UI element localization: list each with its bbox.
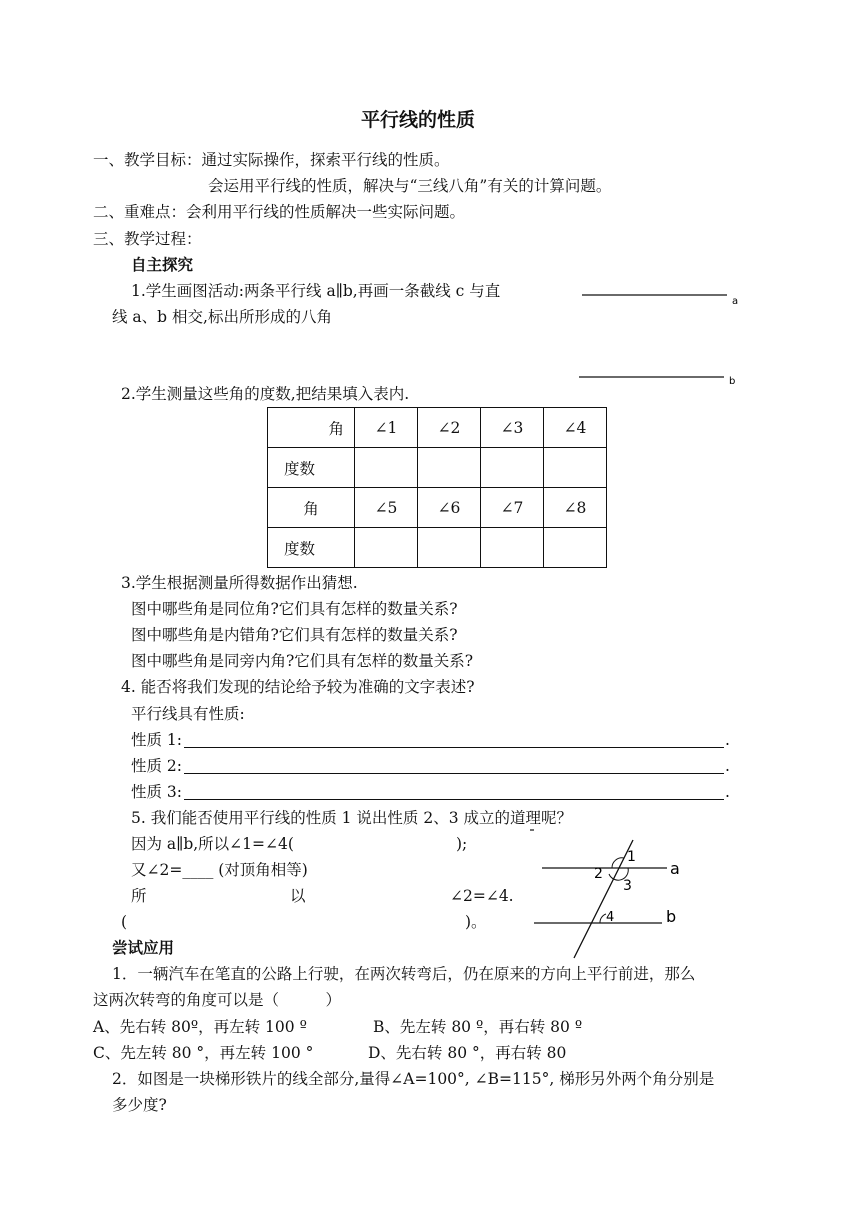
option-a[interactable]: A、先右转 80º，再左转 100 º [93, 1018, 307, 1036]
reason-line-4-open: ( [121, 913, 128, 931]
option-b[interactable]: B、先左转 80 º，再右转 80 º [373, 1018, 583, 1036]
exercise-1-cont: 这两次转弯的角度可以是（ ） [93, 991, 342, 1009]
angle-label-1: 1 [627, 849, 636, 865]
table-row [268, 448, 607, 488]
table-cell: ∠4 [544, 408, 607, 448]
table-cell: ∠7 [481, 488, 544, 528]
exercise-2: 2．如图是一块梯形铁片的线全部分,量得∠A=100°, ∠B=115°, 梯形另外两个角分别是 [112, 1070, 715, 1088]
table-cell-input[interactable] [355, 528, 418, 568]
property-3-label: 性质 3: [131, 783, 183, 801]
table-cell: ∠1 [355, 408, 418, 448]
line-label-a: a [732, 296, 739, 307]
period: . [725, 731, 730, 749]
table-cell-input[interactable] [544, 528, 607, 568]
table-cell: 度数 [268, 448, 355, 488]
option-c[interactable]: C、先左转 80 °，再左转 100 ° [93, 1044, 314, 1062]
line-label-b: b [729, 376, 736, 387]
exercise-2-cont: 多少度? [112, 1096, 167, 1114]
parallel-lines-figure [570, 285, 750, 395]
table-row [268, 528, 607, 568]
table-row [268, 408, 607, 448]
question-corresponding: 图中哪些角是同位角?它们具有怎样的数量关系? [131, 600, 458, 618]
angle-label-2: 2 [594, 866, 603, 882]
property-intro: 平行线具有性质: [131, 705, 245, 723]
question-same-side: 图中哪些角是同旁内角?它们具有怎样的数量关系? [131, 652, 474, 670]
table-cell: ∠5 [355, 488, 418, 528]
angle-label-4: 4 [606, 910, 615, 925]
reason-line-3-b: 以 [290, 887, 306, 905]
line-label-b: b [666, 907, 677, 926]
activity-2: 2.学生测量这些角的度数,把结果填入表内. [121, 385, 410, 403]
property-1-answer-line[interactable] [184, 747, 724, 748]
property-2-label: 性质 2: [131, 757, 183, 775]
table-cell: ∠6 [418, 488, 481, 528]
teaching-goal-2: 会运用平行线的性质，解决与“三线八角”有关的计算问题。 [208, 177, 612, 195]
teaching-process: 三、教学过程： [93, 230, 202, 248]
period: . [725, 783, 730, 801]
transversal-figure [520, 828, 710, 968]
reason-line-2: 又∠2=____ (对顶角相等) [131, 861, 308, 879]
table-cell-input[interactable] [481, 528, 544, 568]
reason-line-1: 因为 a∥b,所以∠1=∠4( [131, 835, 294, 853]
activity-4: 4. 能否将我们发现的结论给予较为准确的文字表述? [121, 678, 475, 696]
table-cell: 角 [268, 488, 355, 528]
property-2-answer-line[interactable] [184, 773, 724, 774]
exercise-1: 1．一辆汽车在笔直的公路上行驶，在两次转弯后，仍在原来的方向上平行前进，那么 [112, 965, 696, 983]
activity-1: 1.学生画图活动:两条平行线 a∥b,再画一条截线 c 与直 [131, 282, 501, 300]
table-cell: ∠8 [544, 488, 607, 528]
table-cell: 度数 [268, 528, 355, 568]
table-cell: 角 [268, 408, 355, 448]
property-1-label: 性质 1: [131, 731, 183, 749]
table-cell-input[interactable] [418, 448, 481, 488]
reason-line-1-end: ); [456, 835, 468, 853]
table-cell-input[interactable] [418, 528, 481, 568]
reason-line-3-a: 所 [131, 887, 147, 905]
table-cell: ∠3 [481, 408, 544, 448]
table-cell: ∠2 [418, 408, 481, 448]
teaching-goal: 一、教学目标：通过实际操作，探索平行线的性质。 [93, 151, 450, 169]
activity-5: 5. 我们能否使用平行线的性质 1 说出性质 2、3 成立的道理呢？ [131, 809, 573, 827]
activity-1-cont: 线 a、b 相交,标出所形成的八角 [112, 308, 332, 326]
section-heading-explore: 自主探究 [131, 256, 194, 274]
property-3-answer-line[interactable] [184, 799, 724, 800]
option-d[interactable]: D、先右转 80 °，再右转 80 [368, 1044, 567, 1062]
question-alternate: 图中哪些角是内错角?它们具有怎样的数量关系? [131, 626, 458, 644]
table-cell-input[interactable] [355, 448, 418, 488]
table-row [268, 488, 607, 528]
section-heading-apply: 尝试应用 [112, 939, 175, 957]
key-points: 二、重难点：会利用平行线的性质解决一些实际问题。 [93, 203, 466, 221]
activity-3: 3.学生根据测量所得数据作出猜想. [121, 574, 358, 592]
reason-line-3-c: ∠2=∠4. [450, 887, 514, 905]
page-title: 平行线的性质 [361, 109, 476, 131]
line-label-a: a [670, 859, 680, 878]
table-cell-input[interactable] [544, 448, 607, 488]
angle-label-3: 3 [623, 878, 632, 894]
table-cell-input[interactable] [481, 448, 544, 488]
reason-line-4-close: )。 [465, 913, 487, 931]
angle-table [267, 407, 607, 568]
period: . [725, 757, 730, 775]
